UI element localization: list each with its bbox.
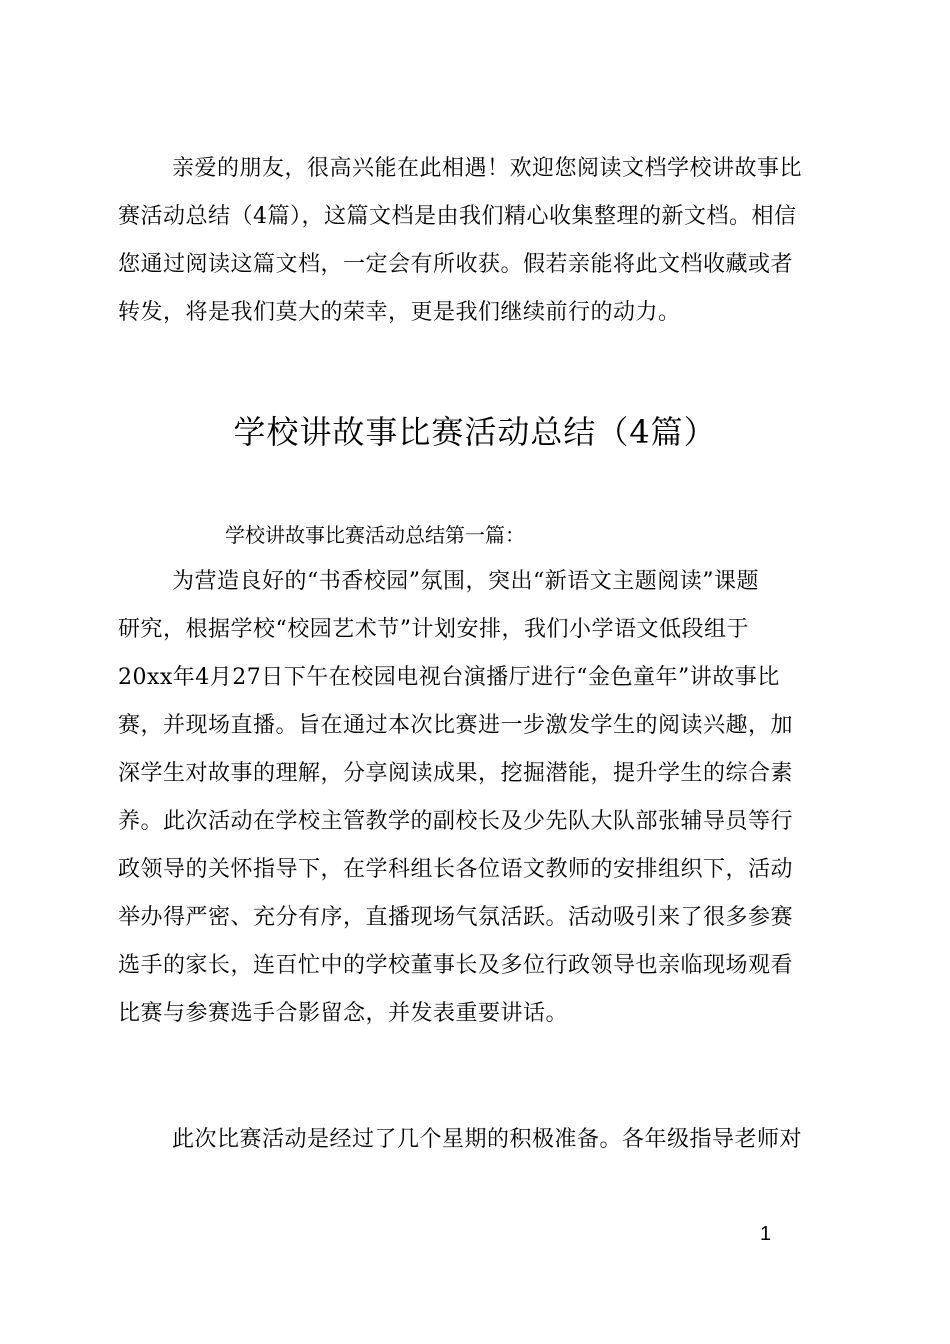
document-title: 学校讲故事比赛活动总结（4篇） — [233, 413, 717, 451]
section-heading: 学校讲故事比赛活动总结第一篇： — [225, 523, 525, 547]
body-paragraph-2 — [118, 1116, 846, 1164]
intro-paragraph — [118, 145, 846, 337]
paragraph-line: 赛，并现场直播。旨在通过本次比赛进一步激发学生的阅读兴趣，加 — [118, 713, 794, 738]
intro-line: 赛活动总结（4篇），这篇文档是由我们精心收集整理的新文档。相信 — [118, 204, 797, 229]
intro-line: 亲爱的朋友，很高兴能在此相遇！欢迎您阅读文档学校讲故事比 — [172, 156, 803, 181]
paragraph-line: 为营造良好的“书香校园”氛围，突出“新语文主题阅读”课题 — [172, 569, 759, 594]
paragraph-line: 比赛与参赛选手合影留念，并发表重要讲话。 — [118, 1001, 569, 1026]
paragraph-line: 此次比赛活动是经过了几个星期的积极准备。各年级指导老师对 — [172, 1127, 803, 1152]
paragraph-line: 深学生对故事的理解，分享阅读成果，挖掘潜能，提升学生的综合素 — [118, 761, 794, 786]
paragraph-line: 研究，根据学校“校园艺术节”计划安排，我们小学语文低段组于 — [118, 617, 749, 642]
paragraph-line: 养。此次活动在学校主管教学的副校长及少先队大队部张辅导员等行 — [118, 809, 794, 834]
paragraph-line: 政领导的关怀指导下，在学科组长各位语文教师的安排组织下，活动 — [118, 857, 794, 882]
paragraph-line: 选手的家长，连百忙中的学校董事长及多位行政领导也亲临现场观看 — [118, 953, 794, 978]
intro-line: 转发，将是我们莫大的荣幸，更是我们继续前行的动力。 — [118, 300, 681, 325]
paragraph-line: 举办得严密、充分有序，直播现场气氛活跃。活动吸引来了很多参赛 — [118, 905, 794, 930]
intro-line: 您通过阅读这篇文档，一定会有所收获。假若亲能将此文档收藏或者 — [118, 252, 794, 277]
page-number: 1 — [760, 1223, 772, 1245]
body-paragraph-1 — [118, 558, 846, 1038]
paragraph-line: 20xx年4月27日下午在校园电视台演播厅进行“金色童年”讲故事比 — [118, 665, 780, 690]
